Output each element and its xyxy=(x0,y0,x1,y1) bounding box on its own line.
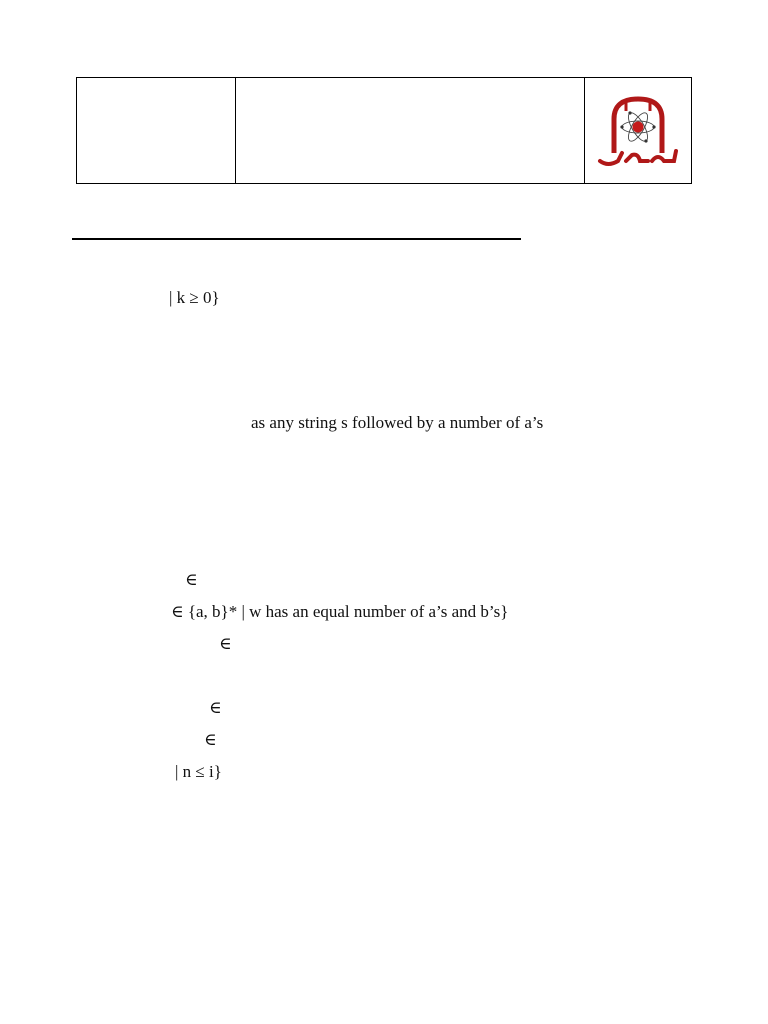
equal-ab-language: ∈ {a, b}* | w has an equal number of a’s and b’s} xyxy=(171,602,509,621)
element-of-symbol: ∈ xyxy=(185,570,198,589)
header-table xyxy=(76,77,692,184)
element-of-symbol: ∈ xyxy=(219,634,232,653)
set-condition-k: | k ≥ 0} xyxy=(169,288,220,307)
element-of-symbol: ∈ xyxy=(204,730,217,749)
header-cell-middle xyxy=(236,78,585,183)
element-of-symbol: ∈ xyxy=(209,698,222,717)
header-cell-logo xyxy=(585,78,691,183)
definition-text: as any string s followed by a number of a’s xyxy=(251,413,544,432)
header-cell-left xyxy=(77,78,236,183)
horizontal-rule xyxy=(72,238,521,240)
helwan-university-logo-icon xyxy=(592,91,684,171)
set-condition-n: | n ≤ i} xyxy=(175,762,222,781)
